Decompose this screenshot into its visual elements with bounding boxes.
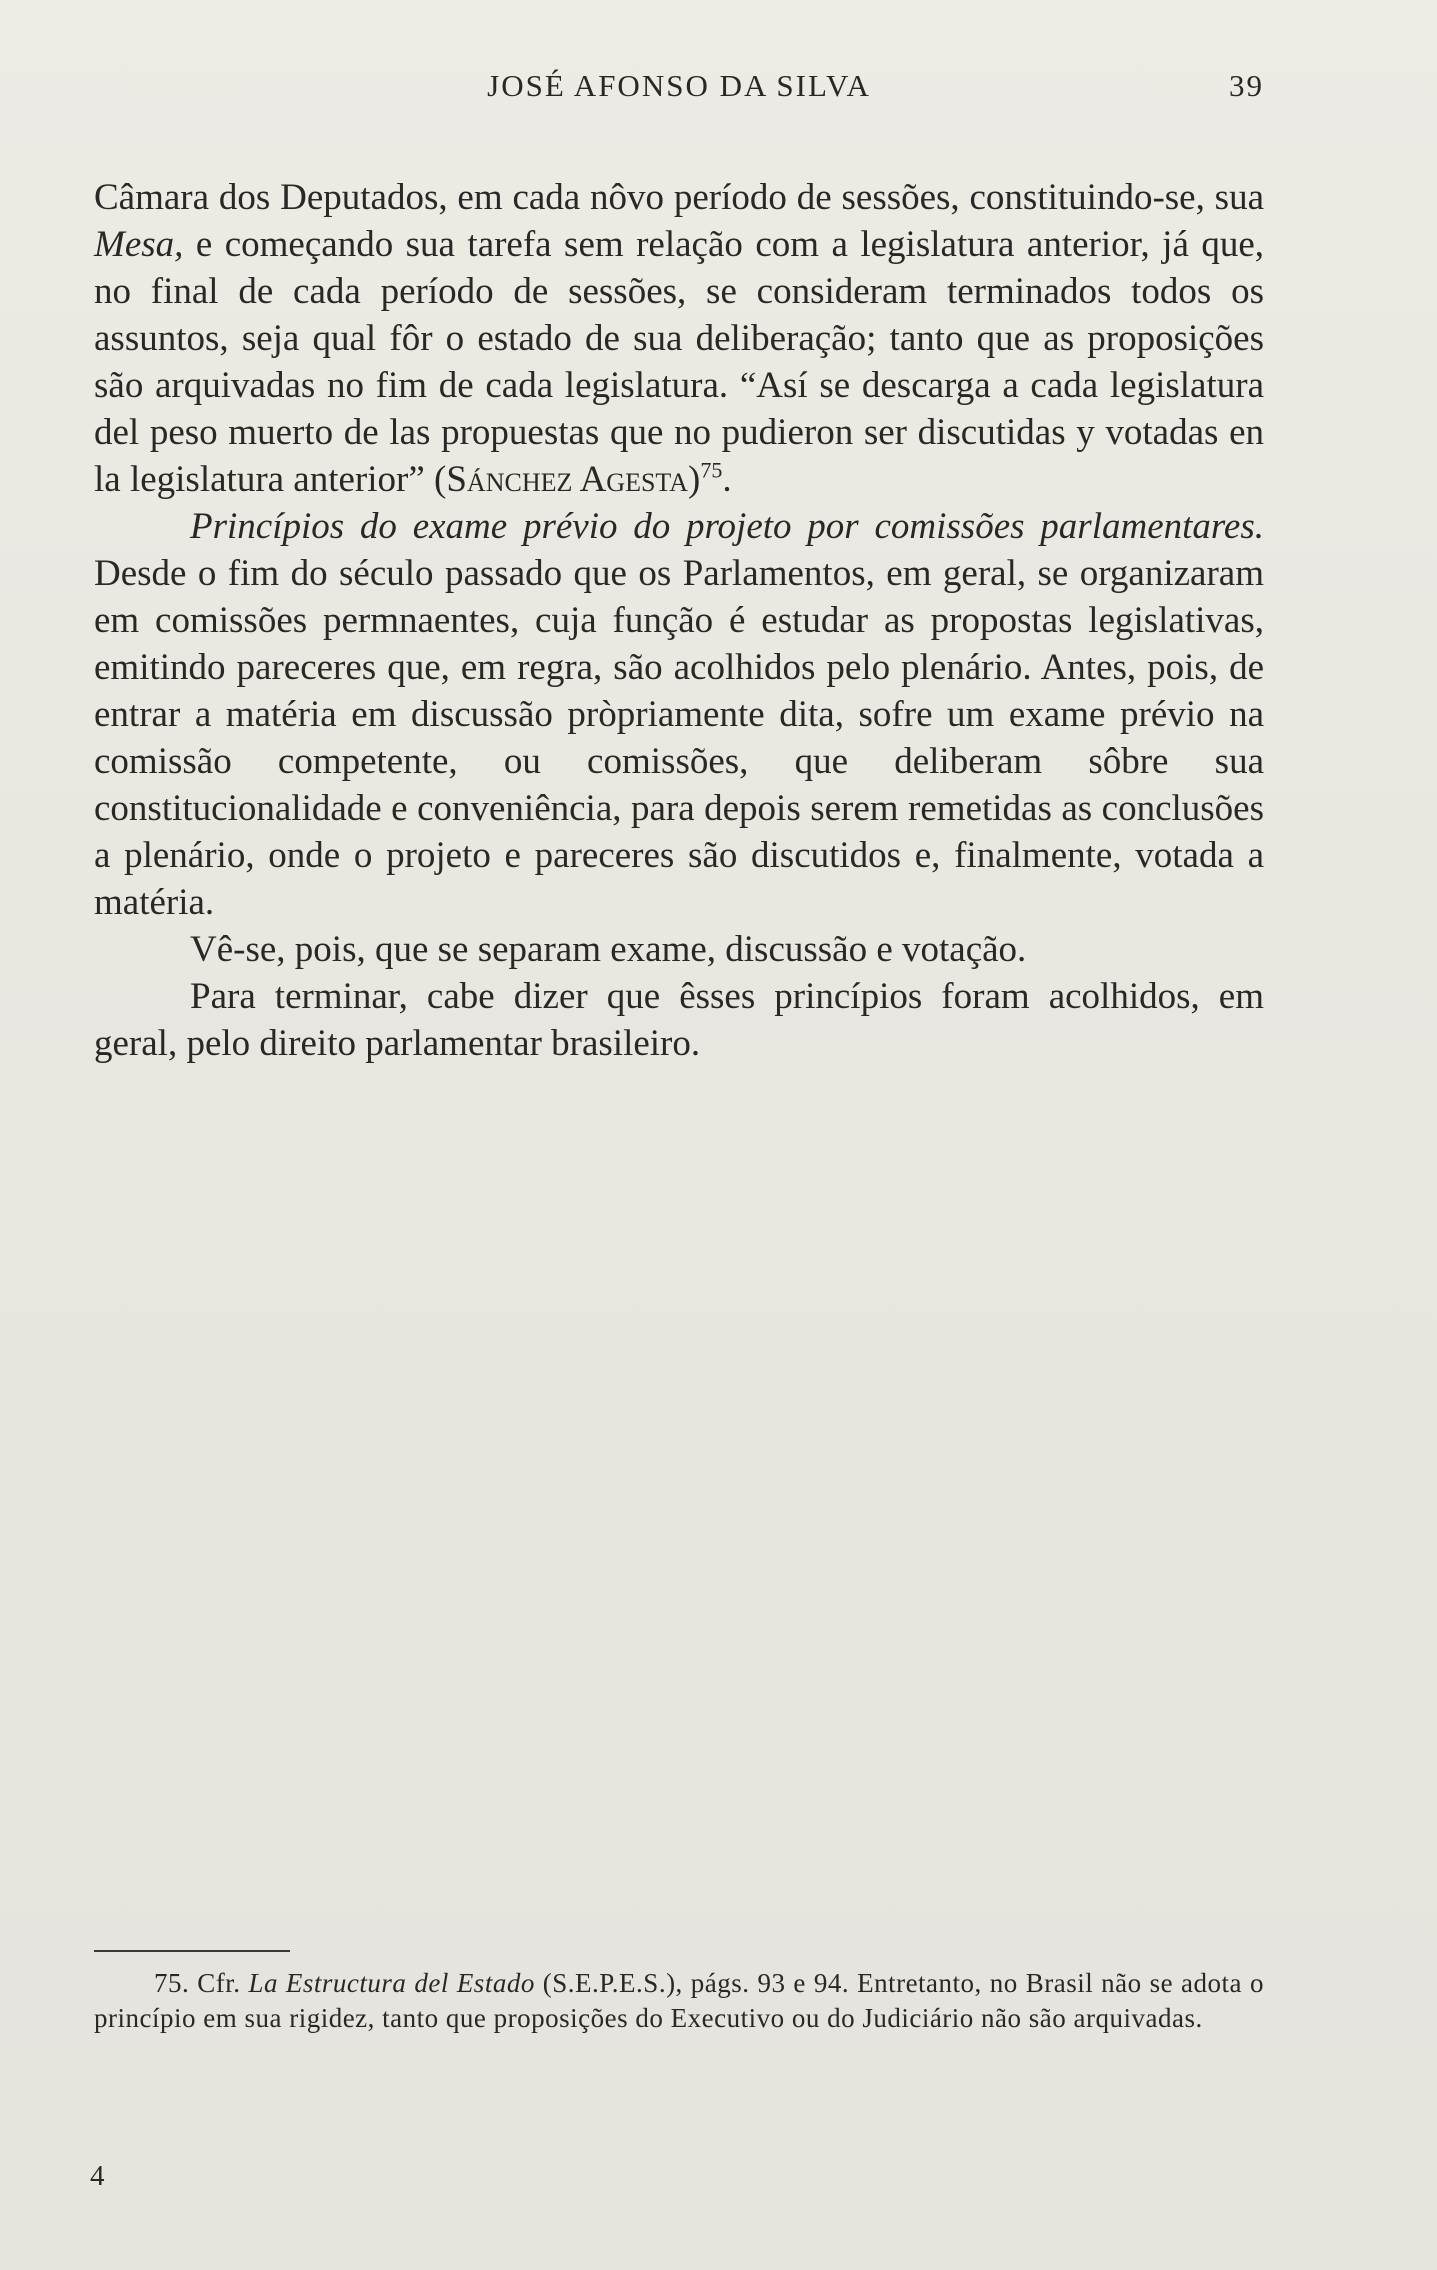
paragraph-4: Para terminar, cabe dizer que êsses princípios foram acolhidos, em geral, pelo direito parlamentar brasileiro. <box>94 976 1264 1064</box>
signature-mark: 4 <box>90 2160 105 2192</box>
paragraph-2 <box>94 503 1264 926</box>
section-heading: Princípios do exame prévio do projeto por comissões parlamentares. <box>190 506 1264 547</box>
p1-text-c: ) <box>688 459 701 500</box>
p1-text-b: e começando sua tarefa sem relação com a legislatura anterior, já que, no final de cada período de sessões, se consideram terminados todos os assuntos, seja qual fôr o estado de sua deliberação; tanto que as proposições são arquivadas no fim de cada legislatura. “Así se descarga a cada legislatura del peso muerto de las propuestas que no pudieron ser discutidas y votadas en la legislatura anterior” ( <box>94 224 1264 500</box>
footnotes <box>94 1966 1264 2036</box>
footnote-ref-75: 75 <box>700 457 723 483</box>
footnote-75-text-a: Cfr. <box>197 1968 249 1998</box>
page-number: 39 <box>1229 68 1264 103</box>
footnote-75-number: 75. <box>154 1968 190 1998</box>
running-head <box>94 68 1264 108</box>
p2-text: Desde o fim do século passado que os Parlamentos, em geral, se organizaram em comissões permnaentes, cuja função é estudar as propostas legislativas, emitindo pareceres que, em regra, são acolhidos pelo plenário. Antes, pois, de entrar a matéria em discussão pròpriamente dita, sofre um exame prévio na comissão competente, ou comissões, que deliberam sôbre sua constitucionalidade e conveniência, para depois serem remetidas as conclusões a plenário, onde o projeto e pareceres são discutidos e, finalmente, votada a matéria. <box>94 553 1264 923</box>
footnote-rule <box>94 1950 290 1952</box>
p1-author: Sánchez Agesta <box>446 459 688 500</box>
p1-mesa: Mesa, <box>94 224 184 265</box>
paragraph-1 <box>94 174 1264 503</box>
p1-text-a: Câmara dos Deputados, em cada nôvo período de sessões, constituindo-se, sua <box>94 177 1264 218</box>
footnote-75 <box>94 1966 1264 2036</box>
running-title: JOSÉ AFONSO DA SILVA <box>487 68 871 103</box>
footnote-75-text-b: (S.E.P.E.S.), págs. 93 e 94. Entretanto, no Brasil não se adota o princípio em sua rigidez, tanto que proposições do Executivo ou do Judiciário não são arquivadas. <box>94 1968 1264 2033</box>
paragraph-3: Vê-se, pois, que se separam exame, discussão e votação. <box>190 929 1027 970</box>
footnote-75-title: La Estructura del Estado <box>248 1968 535 1998</box>
body-text <box>94 174 1264 1067</box>
p1-text-d: . <box>722 459 732 500</box>
